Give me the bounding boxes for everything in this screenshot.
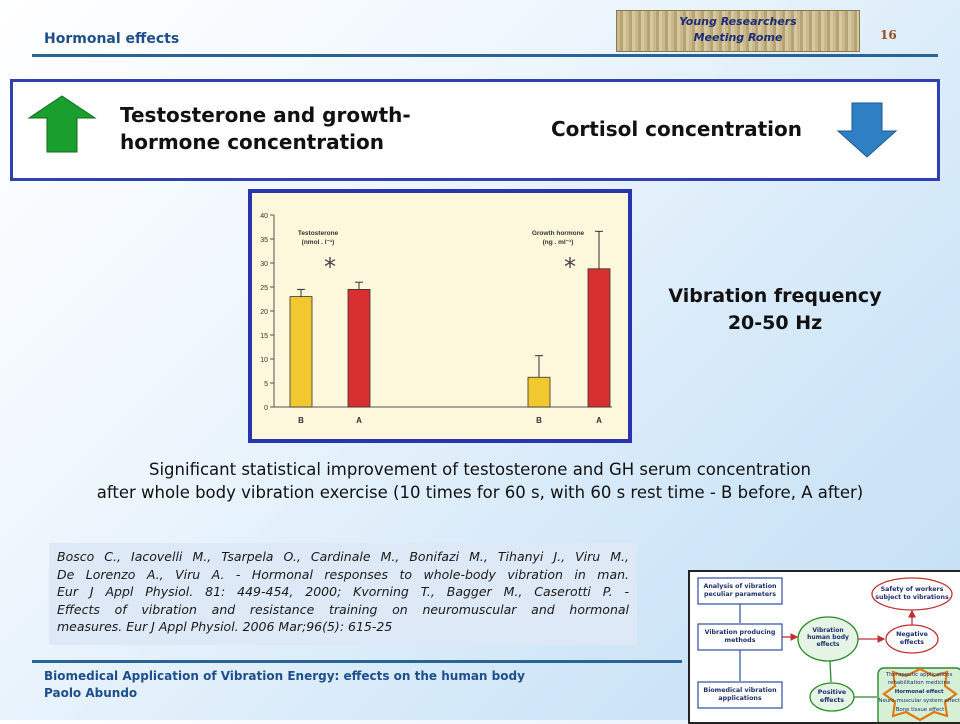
- flow-box-applications-text: Biomedical vibration applications: [703, 687, 777, 702]
- y-tick-label: 10: [260, 357, 268, 364]
- caption-line1: Significant statistical improvement of testosterone and GH serum concentration: [149, 460, 811, 479]
- footer-divider: [32, 660, 682, 663]
- vibration-line1: Vibration frequency: [668, 285, 882, 307]
- footer-title: Biomedical Application of Vibration Energy: effects on the human body: [44, 669, 525, 683]
- down-arrow-icon: [836, 101, 898, 159]
- reference-line: Bosco C., Iacovelli M., Tsarpela O., Cardinale M., Bonifazi M., Tihanyi J., Viru M.,: [57, 549, 629, 564]
- section-title: Hormonal effects: [44, 31, 180, 47]
- group-unit-label: (ng . ml⁻¹): [542, 239, 574, 246]
- y-tick-label: 5: [264, 381, 268, 388]
- significance-marker: *: [324, 253, 336, 281]
- x-tick-label: A: [596, 416, 602, 425]
- y-tick-label: 25: [260, 285, 268, 292]
- logo-line2: Meeting Rome: [693, 31, 783, 44]
- header-divider: [32, 54, 938, 57]
- reference-box: [49, 543, 637, 645]
- group-label: Testosterone: [297, 230, 339, 237]
- cortisol-label: Cortisol concentration: [551, 117, 802, 141]
- y-tick-label: 30: [260, 261, 268, 268]
- vibration-line2: 20-50 Hz: [727, 312, 823, 334]
- page-number: 16: [880, 28, 897, 42]
- bar: [348, 289, 370, 407]
- hormone-bar-chart: [248, 189, 632, 443]
- flow-box-analysis-text: Analysis of vibration peculiar parameters: [703, 583, 777, 598]
- x-tick-label: A: [356, 416, 362, 425]
- y-tick-label: 35: [260, 237, 268, 244]
- x-tick-label: B: [536, 416, 542, 425]
- x-tick-label: B: [298, 416, 304, 425]
- reference-line: Eur J Appl Physiol. 81: 449-454, 2000; Kvorning T., Bagger M., Caserotti P. -: [57, 584, 629, 599]
- vibration-frequency: [600, 283, 950, 337]
- y-tick-label: 20: [260, 309, 268, 316]
- flow-green-text: Therapeutic applications rehabilitation medicine Hormonal effect Neuro-muscular system effect Bone tissue effect: [878, 672, 960, 713]
- reference-line: measures. Eur J Appl Physiol. 2006 Mar;96(5): 615-25: [57, 619, 393, 634]
- bar: [528, 377, 550, 407]
- flow-positive-text: Positive effects: [817, 689, 847, 704]
- significance-marker: *: [564, 253, 576, 281]
- reference-line: Effects of vibration and resistance training on neuromuscular and hormonal: [57, 601, 629, 617]
- young-researchers-logo: [616, 10, 860, 52]
- chart-canvas: [252, 193, 628, 439]
- caption-line2: after whole body vibration exercise (10 times for 60 s, with 60 s rest time - B before, A after): [96, 483, 864, 502]
- banner-left-line2: hormone concentration: [120, 130, 384, 154]
- up-arrow-icon: [27, 94, 97, 154]
- y-tick-label: 0: [264, 405, 268, 412]
- chart-caption: [0, 458, 960, 504]
- flowchart-canvas: [690, 572, 960, 722]
- logo-line1: Young Researchers: [679, 15, 797, 28]
- footer-author: Paolo Abundo: [44, 686, 138, 700]
- y-tick-label: 15: [260, 333, 268, 340]
- group-unit-label: (nmol . l⁻¹): [301, 239, 335, 246]
- flowchart-thumbnail: [688, 570, 960, 724]
- bar: [290, 297, 312, 407]
- group-label: Growth hormone: [531, 230, 585, 237]
- reference-line: De Lorenzo A., Viru A. - Hormonal responses to whole-body vibration in man.: [57, 566, 629, 582]
- flow-box-methods-text: Vibration producing methods: [704, 629, 776, 644]
- flow-center-text: Vibration human body effects: [807, 627, 849, 648]
- flow-negative-text: Negative effects: [896, 631, 928, 646]
- flow-safety-text: Safety of workers subject to vibrations: [875, 586, 949, 601]
- testosterone-gh-label: [120, 102, 411, 156]
- y-tick-label: 40: [260, 213, 268, 220]
- banner-left-line1: Testosterone and growth-: [120, 103, 411, 127]
